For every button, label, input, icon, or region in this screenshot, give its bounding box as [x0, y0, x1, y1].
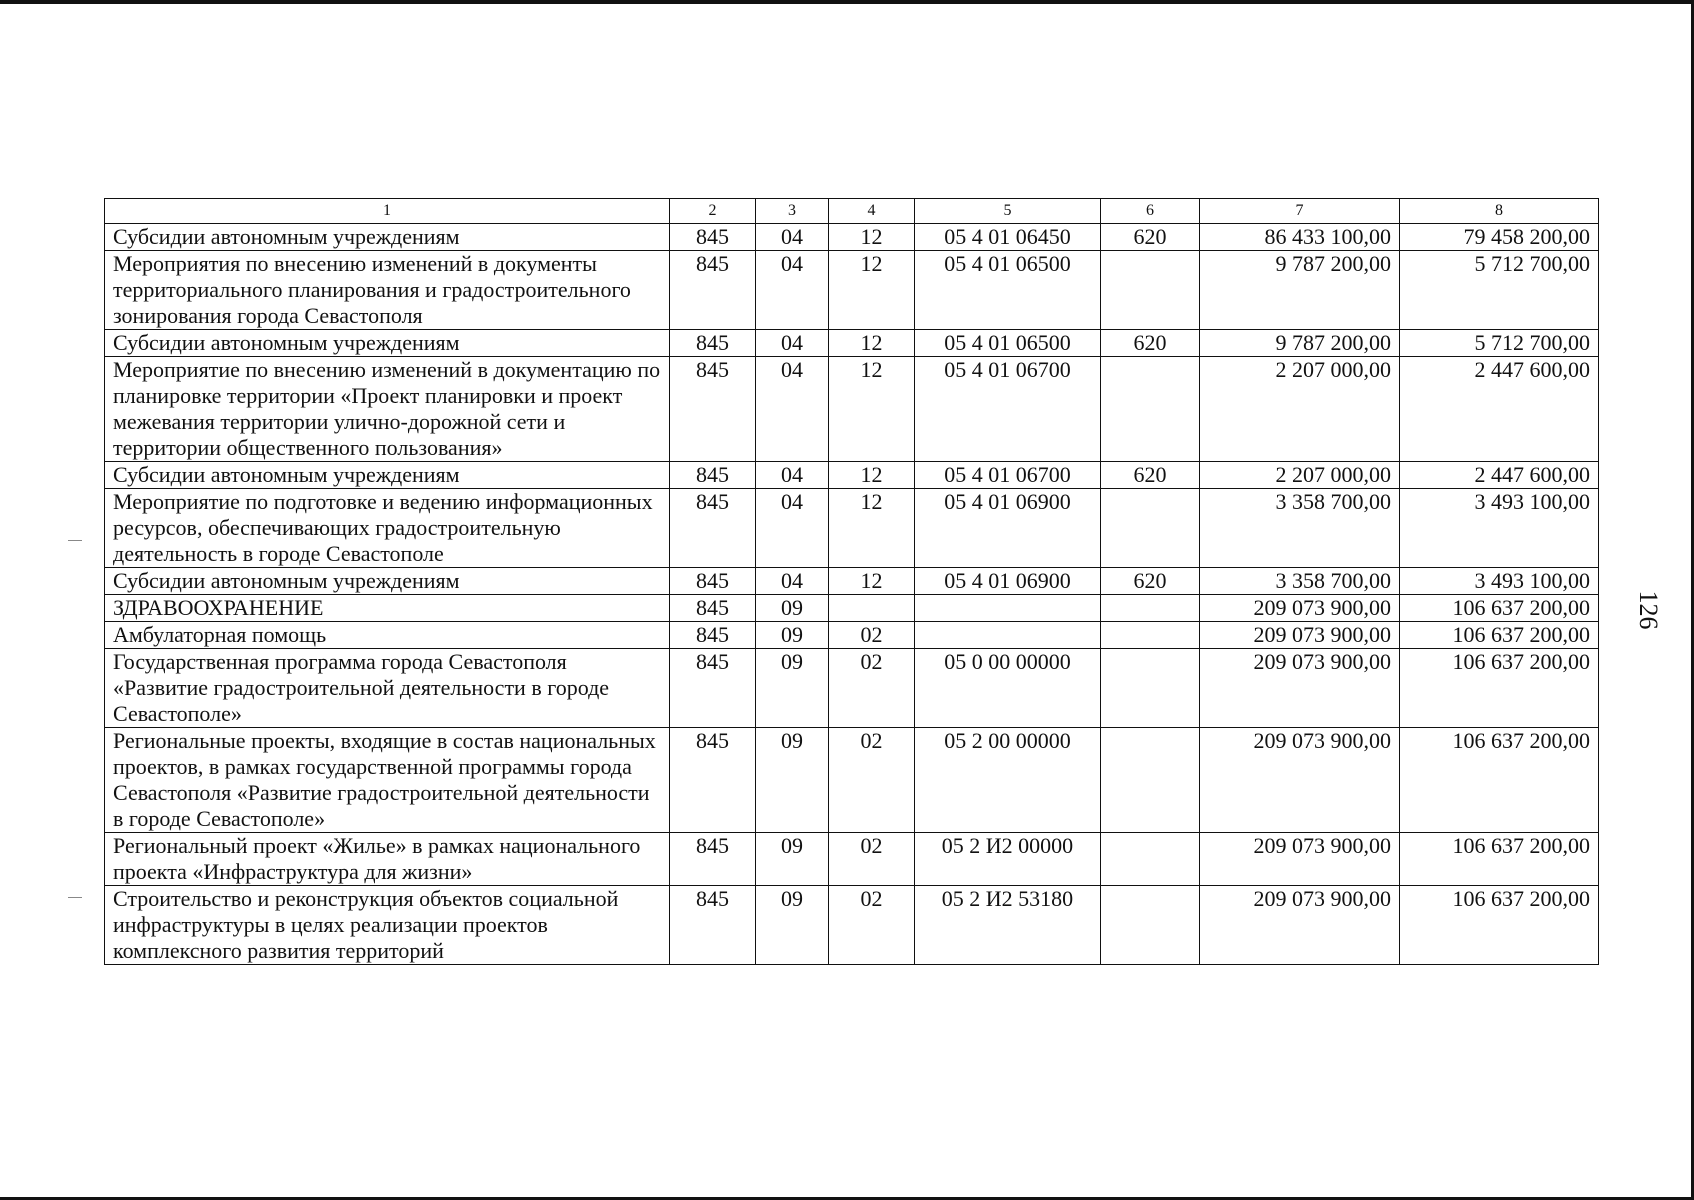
row-amount-col8: 3 493 100,00 [1400, 568, 1599, 595]
row-name: Региональные проекты, входящие в состав национальных проектов, в рамках государственной программы города Севастополя «Развитие градостроительной деятельности в городе Севастополе» [105, 728, 670, 833]
row-amount-col8: 5 712 700,00 [1400, 251, 1599, 330]
row-amount-col8: 106 637 200,00 [1400, 595, 1599, 622]
row-code-subsection: 02 [829, 833, 915, 886]
budget-table [104, 198, 1599, 965]
row-code-section: 09 [756, 595, 829, 622]
row-name: Субсидии автономным учреждениям [105, 462, 670, 489]
row-code-section: 04 [756, 357, 829, 462]
row-code-subsection: 12 [829, 489, 915, 568]
row-code-expense-type [1101, 622, 1200, 649]
row-amount-col8: 79 458 200,00 [1400, 224, 1599, 251]
header-row [105, 199, 1599, 224]
row-name: Государственная программа города Севастополя «Развитие градостроительной деятельности в городе Севастополе» [105, 649, 670, 728]
row-code-expense-type [1101, 886, 1200, 965]
row-amount-col7: 209 073 900,00 [1200, 833, 1400, 886]
row-code-section: 09 [756, 728, 829, 833]
column-header: 1 [105, 199, 670, 224]
scan-border-top [0, 0, 1694, 4]
row-code-target: 05 4 01 06700 [915, 462, 1101, 489]
row-code-expense-type [1101, 489, 1200, 568]
row-code-ministry: 845 [670, 251, 756, 330]
row-name: Мероприятие по внесению изменений в документацию по планировке территории «Проект планировки и проект межевания территории улично-дорожной сети и территории общественного пользования» [105, 357, 670, 462]
table-row [105, 330, 1599, 357]
row-amount-col8: 106 637 200,00 [1400, 622, 1599, 649]
row-code-ministry: 845 [670, 649, 756, 728]
row-code-target: 05 4 01 06450 [915, 224, 1101, 251]
row-code-target: 05 4 01 06500 [915, 251, 1101, 330]
row-amount-col7: 209 073 900,00 [1200, 886, 1400, 965]
column-header: 4 [829, 199, 915, 224]
row-code-expense-type [1101, 357, 1200, 462]
row-code-ministry: 845 [670, 224, 756, 251]
row-amount-col7: 9 787 200,00 [1200, 330, 1400, 357]
column-header: 3 [756, 199, 829, 224]
table-row [105, 462, 1599, 489]
row-code-subsection [829, 595, 915, 622]
table-row [105, 886, 1599, 965]
row-name: Региональный проект «Жилье» в рамках национального проекта «Инфраструктура для жизни» [105, 833, 670, 886]
table-row [105, 357, 1599, 462]
page-number: 126 [1634, 590, 1663, 630]
row-code-section: 09 [756, 649, 829, 728]
table-row [105, 224, 1599, 251]
row-amount-col8: 5 712 700,00 [1400, 330, 1599, 357]
row-code-ministry: 845 [670, 568, 756, 595]
table-row [105, 568, 1599, 595]
row-code-ministry: 845 [670, 833, 756, 886]
row-name: Строительство и реконструкция объектов социальной инфраструктуры в целях реализации проектов комплексного развития территорий [105, 886, 670, 965]
row-code-target: 05 2 И2 00000 [915, 833, 1101, 886]
row-code-subsection: 12 [829, 568, 915, 595]
row-amount-col8: 2 447 600,00 [1400, 357, 1599, 462]
row-code-target [915, 595, 1101, 622]
row-code-target: 05 0 00 00000 [915, 649, 1101, 728]
row-code-ministry: 845 [670, 330, 756, 357]
row-code-ministry: 845 [670, 462, 756, 489]
table-row [105, 251, 1599, 330]
row-code-subsection: 12 [829, 357, 915, 462]
row-amount-col7: 209 073 900,00 [1200, 649, 1400, 728]
row-amount-col8: 106 637 200,00 [1400, 886, 1599, 965]
row-code-ministry: 845 [670, 886, 756, 965]
row-amount-col8: 3 493 100,00 [1400, 489, 1599, 568]
row-name: Мероприятие по подготовке и ведению информационных ресурсов, обеспечивающих градостроительную деятельность в городе Севастополе [105, 489, 670, 568]
row-amount-col7: 3 358 700,00 [1200, 568, 1400, 595]
row-name: Амбулаторная помощь [105, 622, 670, 649]
row-amount-col8: 2 447 600,00 [1400, 462, 1599, 489]
row-code-expense-type: 620 [1101, 462, 1200, 489]
column-header: 6 [1101, 199, 1200, 224]
row-code-target: 05 4 01 06700 [915, 357, 1101, 462]
row-code-section: 09 [756, 886, 829, 965]
row-amount-col7: 209 073 900,00 [1200, 728, 1400, 833]
row-code-target: 05 2 И2 53180 [915, 886, 1101, 965]
row-code-ministry: 845 [670, 728, 756, 833]
row-code-section: 09 [756, 622, 829, 649]
row-code-expense-type [1101, 251, 1200, 330]
table-body [105, 224, 1599, 965]
row-code-section: 04 [756, 330, 829, 357]
row-code-subsection: 02 [829, 728, 915, 833]
row-code-subsection: 02 [829, 886, 915, 965]
row-code-subsection: 02 [829, 622, 915, 649]
row-amount-col7: 3 358 700,00 [1200, 489, 1400, 568]
row-code-expense-type [1101, 595, 1200, 622]
table-row [105, 595, 1599, 622]
row-code-ministry: 845 [670, 595, 756, 622]
row-code-expense-type: 620 [1101, 224, 1200, 251]
table-row [105, 489, 1599, 568]
margin-mark [68, 540, 82, 541]
row-code-target [915, 622, 1101, 649]
row-code-section: 09 [756, 833, 829, 886]
row-amount-col7: 209 073 900,00 [1200, 622, 1400, 649]
row-amount-col7: 2 207 000,00 [1200, 462, 1400, 489]
row-code-expense-type [1101, 649, 1200, 728]
row-amount-col7: 9 787 200,00 [1200, 251, 1400, 330]
row-code-ministry: 845 [670, 489, 756, 568]
row-code-ministry: 845 [670, 357, 756, 462]
row-amount-col8: 106 637 200,00 [1400, 649, 1599, 728]
row-amount-col7: 86 433 100,00 [1200, 224, 1400, 251]
row-code-target: 05 4 01 06900 [915, 489, 1101, 568]
column-header: 7 [1200, 199, 1400, 224]
row-code-subsection: 12 [829, 251, 915, 330]
table-row [105, 728, 1599, 833]
row-amount-col8: 106 637 200,00 [1400, 833, 1599, 886]
row-name: Мероприятия по внесению изменений в документы территориального планирования и градостроительного зонирования города Севастополя [105, 251, 670, 330]
column-header: 8 [1400, 199, 1599, 224]
table-row [105, 622, 1599, 649]
row-amount-col8: 106 637 200,00 [1400, 728, 1599, 833]
row-code-section: 04 [756, 224, 829, 251]
row-code-section: 04 [756, 568, 829, 595]
row-name: Субсидии автономным учреждениям [105, 330, 670, 357]
table-header [105, 199, 1599, 224]
row-code-target: 05 2 00 00000 [915, 728, 1101, 833]
column-header: 2 [670, 199, 756, 224]
row-code-expense-type: 620 [1101, 568, 1200, 595]
row-code-expense-type [1101, 728, 1200, 833]
row-code-target: 05 4 01 06500 [915, 330, 1101, 357]
row-code-section: 04 [756, 251, 829, 330]
row-name: Субсидии автономным учреждениям [105, 224, 670, 251]
row-code-subsection: 12 [829, 224, 915, 251]
table-row [105, 833, 1599, 886]
row-name: ЗДРАВООХРАНЕНИЕ [105, 595, 670, 622]
row-code-expense-type [1101, 833, 1200, 886]
row-code-subsection: 12 [829, 462, 915, 489]
row-code-subsection: 02 [829, 649, 915, 728]
row-amount-col7: 209 073 900,00 [1200, 595, 1400, 622]
row-code-target: 05 4 01 06900 [915, 568, 1101, 595]
row-code-section: 04 [756, 462, 829, 489]
row-code-section: 04 [756, 489, 829, 568]
row-name: Субсидии автономным учреждениям [105, 568, 670, 595]
row-code-ministry: 845 [670, 622, 756, 649]
table-row [105, 649, 1599, 728]
column-header: 5 [915, 199, 1101, 224]
margin-mark [68, 897, 82, 898]
row-amount-col7: 2 207 000,00 [1200, 357, 1400, 462]
row-code-expense-type: 620 [1101, 330, 1200, 357]
row-code-subsection: 12 [829, 330, 915, 357]
